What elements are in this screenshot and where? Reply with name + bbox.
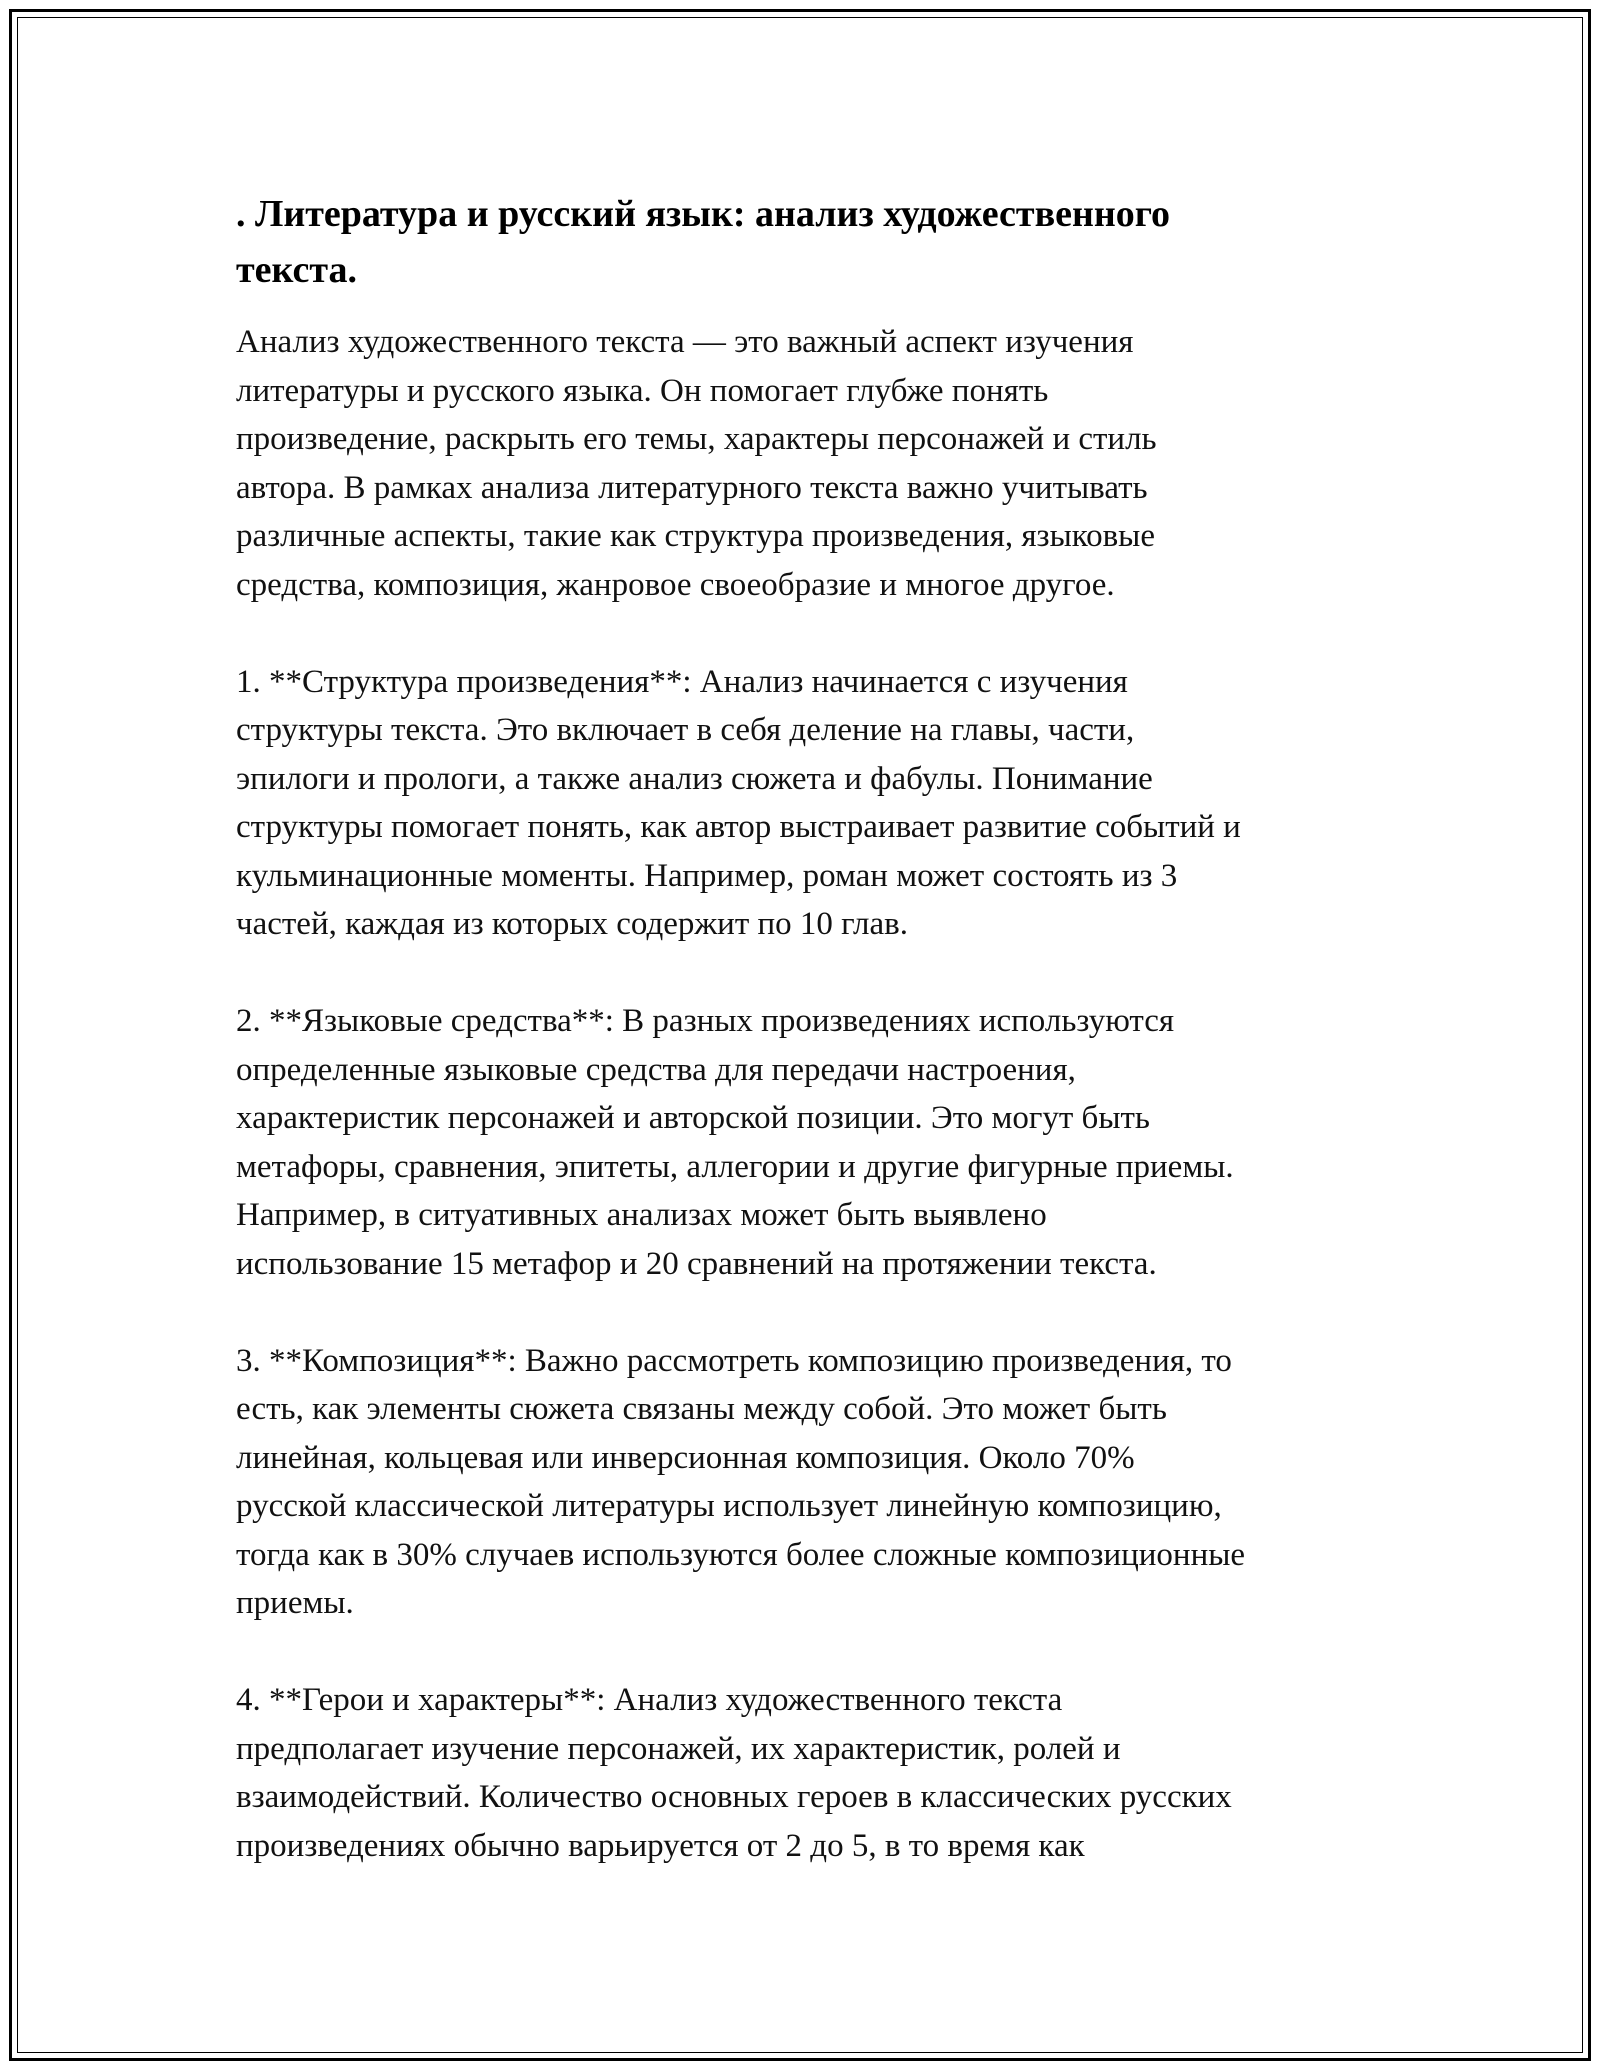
section-composition-paragraph: 3. **Композиция**: Важно рассмотреть композицию произведения, то есть, как элементы сюжета связаны между собой. Это может быть линейная, кольцевая или инверсионная композиция. Около 70% русской классической литературы использует линейную композицию, тогда как в 30% случаев используются более сложные композиционные приемы. xyxy=(236,1342,1246,1621)
section-structure-paragraph: 1. **Структура произведения**: Анализ начинается с изучения структуры текста. Это включает в себя деление на главы, части, эпилоги и прологи, а также анализ сюжета и фабулы. Понимание структуры помогает понять, как автор выстраивает развитие событий и кульминационные моменты. Например, роман может состоять из 3 частей, каждая из которых содержит по 10 глав. xyxy=(236,663,1241,942)
section-language-paragraph: 2. **Языковые средства**: В разных произведениях используются определенные языковые средства для передачи настроения, характеристик персонажей и авторской позиции. Это могут быть метафоры, сравнения, эпитеты, аллегории и другие фигурные приемы. Например, в ситуативных анализах может быть выявлено использование 15 метафор и 20 сравнений на протяжении текста. xyxy=(236,1003,1234,1282)
section-heroes-paragraph: 4. **Герои и характеры**: Анализ художественного текста предполагает изучение персонажей, их характеристик, ролей и взаимодействий. Количество основных героев в классических русских произведениях обычно варьируется от 2 до 5, в то время как xyxy=(236,1682,1232,1864)
document-body xyxy=(236,186,1376,1919)
document-title: . Литература и русский язык: анализ художественного текста. xyxy=(236,193,1171,291)
intro-paragraph: Анализ художественного текста — это важный аспект изучения литературы и русского языка. Он помогает глубже понять произведение, раскрыть его темы, характеры персонажей и стиль автора. В рамках анализа литературного текста важно учитывать различные аспекты, такие как структура произведения, языковые средства, композиция, жанровое своеобразие и многое другое. xyxy=(236,324,1157,603)
